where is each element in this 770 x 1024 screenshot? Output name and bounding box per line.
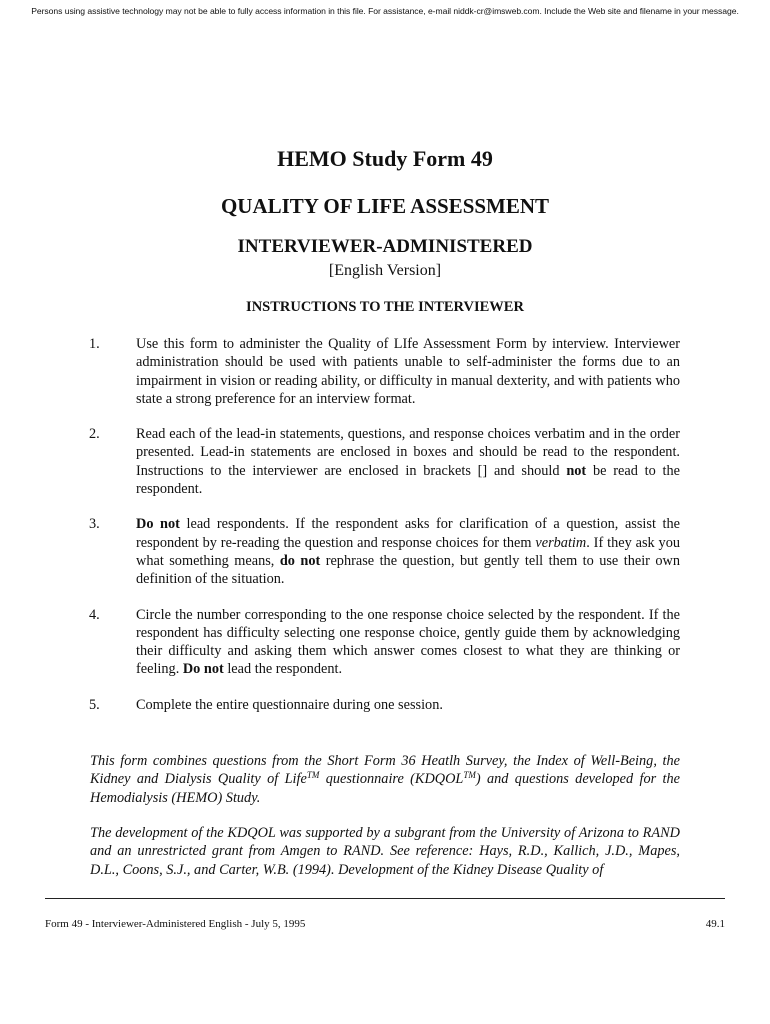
- instruction-item: [0, 696, 770, 714]
- administration-mode: INTERVIEWER-ADMINISTERED: [237, 236, 533, 257]
- footer-divider: [45, 898, 725, 899]
- instruction-text: Read each of the lead-in statements, questions, and response choices verbatim and in the order presented. Lead-in statements are enclosed in boxes and should be read to the respondent. Instructions to the interviewer are enclosed in brackets [] and should not be read to the respondent.: [136, 426, 680, 498]
- instruction-number: 1.: [89, 336, 100, 352]
- instruction-text: Do not lead respondents. If the respondent asks for clarification of a question, assist the respondent by re-reading the question and response choices for them verbatim. If they ask you what something means, do not rephrase the question, but gently tell them to use their own definition of the situation.: [136, 516, 680, 588]
- instruction-text: Complete the entire questionnaire during one session.: [136, 696, 443, 713]
- instructions-heading: INSTRUCTIONS TO THE INTERVIEWER: [246, 299, 524, 315]
- form-title: HEMO Study Form 49: [277, 146, 493, 171]
- instruction-number: 3.: [89, 516, 100, 533]
- instruction-text: Circle the number corresponding to the one response choice selected by the respondent. If the respondent has difficulty selecting one response choice, gently guide them by acknowledging their difficulty and asking them which answer comes closest to what they are thinking or feeling. Do not lead the respondent.: [136, 606, 680, 678]
- instruction-list: [0, 335, 770, 731]
- instruction-text: Use this form to administer the Quality of LIfe Assessment Form by interview. Interviewer administration should be used with patients unable to self-administer the forms due to an impairment in vision or reading ability, or difficulty in manual dexterity, and with patients who state a strong preference for an interview format.: [136, 336, 680, 407]
- development-note: The development of the KDQOL was supported by a subgrant from the University of Arizona to RAND and an unrestricted grant from Amgen to RAND. See reference: Hays, R.D., Kallich, J.D., Mapes, D.L., Coons, S.J., and Carter, W.B. (1994). Development of the Kidney Disease Quality of: [90, 825, 680, 878]
- instruction-item: [0, 425, 770, 498]
- footer-form-label: Form 49 - Interviewer-Administered English - July 5, 1995: [45, 918, 306, 930]
- accessibility-notice: Persons using assistive technology may not be able to fully access information in this file. For assistance, e-mail niddk-cr@imsweb.com. Include the Web site and filename in your message.: [31, 6, 739, 16]
- instruction-number: 2.: [89, 426, 100, 443]
- instruction-number: 5.: [89, 696, 100, 713]
- page-number: 49.1: [705, 918, 725, 930]
- form-subtitle: QUALITY OF LIFE ASSESSMENT: [220, 194, 550, 218]
- language-version: [English Version]: [328, 262, 442, 279]
- instruction-number: 4.: [89, 606, 100, 623]
- instruction-item: [0, 606, 770, 679]
- instruction-item: [0, 335, 770, 408]
- instruction-item: [0, 515, 770, 588]
- source-note: This form combines questions from the Short Form 36 Heatlh Survey, the Index of Well-Being, the Kidney and Dialysis Quality of Life™ questionnaire (KDQOL™) and questions developed for the Hemodialysis (HEMO) Study.: [90, 753, 680, 806]
